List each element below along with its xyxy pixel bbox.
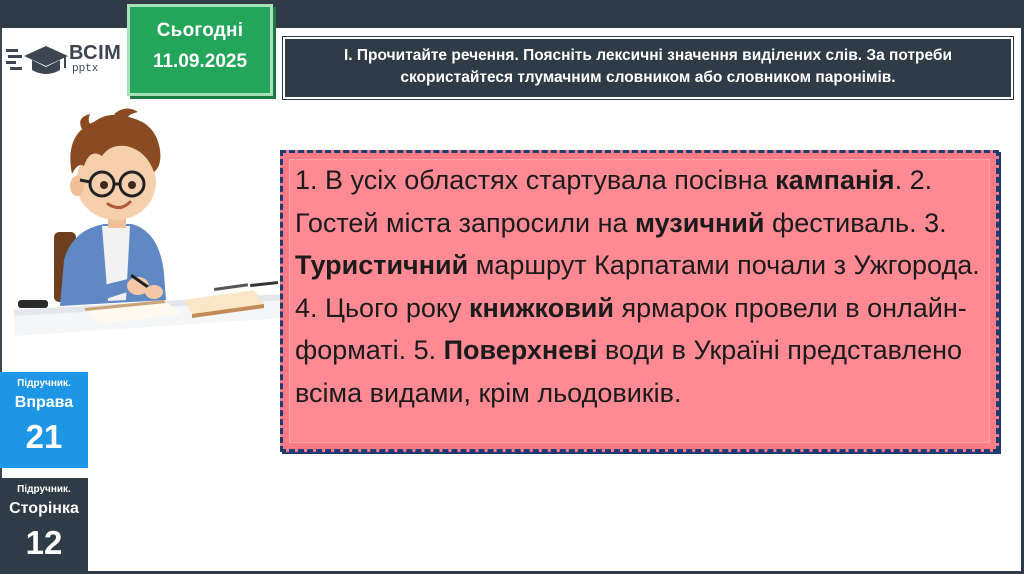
page-label: Сторінка [9,500,79,517]
task-banner [283,37,1013,99]
logo-sub: pptx [72,63,99,75]
sentences-box [280,150,999,452]
highlighted-word: музичний [635,207,765,238]
sentence-segment: фестиваль. 3. [764,207,947,238]
sentence-segment: 1. В усіх областях стартувала посівна [295,165,776,195]
sentence-segment: води в Україні представлено всіма видами, крім льодовиків. [295,335,963,408]
sentence-segment: . 2. Гостей міста запросили на [295,165,933,238]
logo-icon [6,42,68,78]
highlighted-word: Поверхневі [443,335,598,365]
logo-word: ВСІМ [69,42,122,64]
date-badge [127,4,273,96]
date-value: 11.09.2025 [152,51,248,72]
sentence-segment: маршрут Карпатами почали з Ужгорода. 4. Цього року [295,250,980,323]
textbook-page-block [0,478,88,574]
date-label: Сьогодні [156,20,244,41]
boy-character-illustration [14,104,284,340]
highlighted-word: Туристичний [295,250,469,280]
task-text: І. Прочитайте речення. Поясніть лексичні значення виділених слів. За потреби скористайтеся тлумачним словником або словником паронімів. [343,47,953,86]
exercise-small-label: Підручник. [17,378,71,389]
sentences-text [295,159,985,414]
exercise-number: 21 [25,418,63,455]
highlighted-word: кампанія [775,165,895,195]
highlighted-word: книжковий [469,292,615,323]
page-number: 12 [25,524,63,561]
page-small-label: Підручник. [17,484,71,495]
logo [6,42,124,78]
textbook-exercise-block [0,372,88,468]
exercise-label: Вправа [14,394,74,411]
sentence-segment: ярмарок провели в онлайн-форматі. 5. [295,292,967,365]
